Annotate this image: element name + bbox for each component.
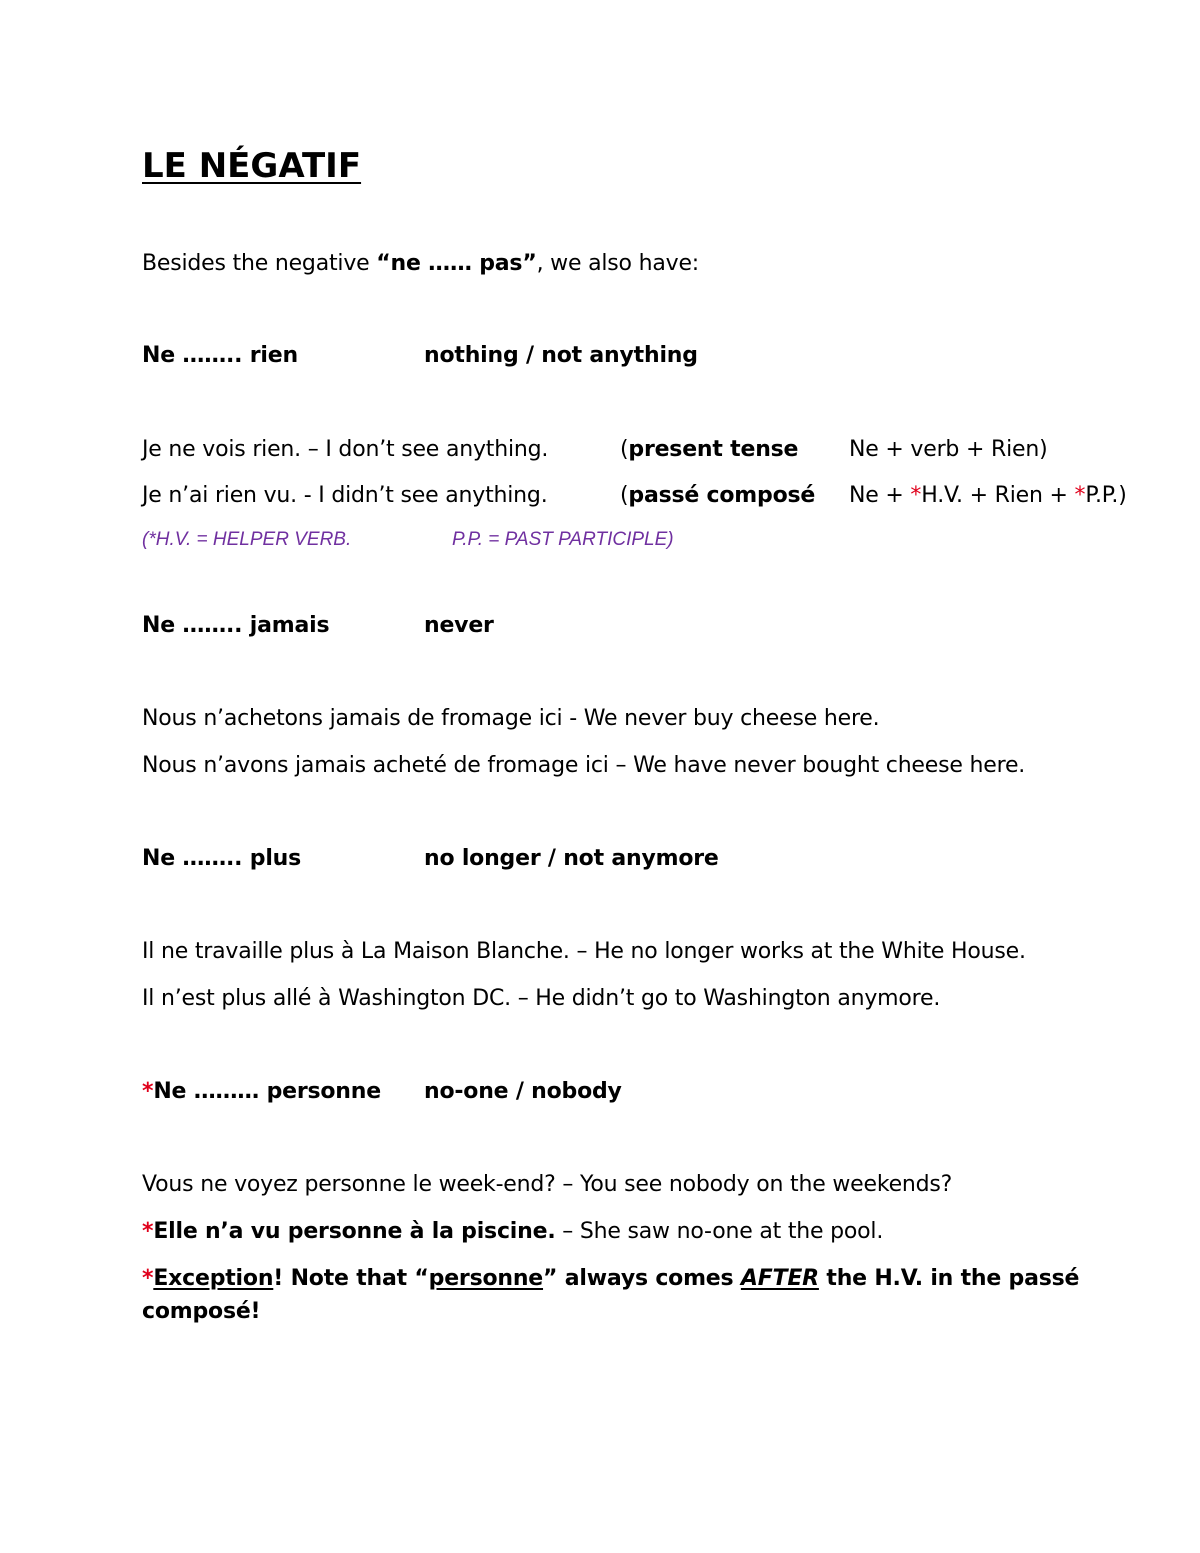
paren: ( [620,483,629,508]
abbreviation-note-hv: (*H.V. = HELPER VERB. [142,529,352,550]
exception-text: the H.V. in the passé composé! [142,1266,1080,1324]
page-title: LE NÉGATIF [142,146,362,186]
heading-ne-jamais: Ne …….. jamais [142,613,330,638]
present-tense-note [620,435,798,465]
example-bold: Elle n’a vu personne à la piscine. [153,1219,556,1244]
meaning-personne: no-one / nobody [424,1079,622,1104]
formula-part: H.V. + Rien + [921,483,1075,508]
asterisk-mark: * [142,1079,154,1104]
asterisk-mark: * [1074,483,1086,508]
heading-ne-personne [142,1077,381,1107]
formula-part: P.P.) [1085,483,1127,508]
example-plus-2: Il n’est plus allé à Washington DC. – He didn’t go to Washington anymore. [142,986,941,1011]
example-rest: – She saw no-one at the pool. [555,1219,884,1244]
intro-text-before: Besides the negative [142,251,377,276]
asterisk-mark: * [910,483,922,508]
example-personne-1: Vous ne voyez personne le week-end? – You see nobody on the weekends? [142,1172,953,1197]
paren: ( [620,437,629,462]
example-personne-2 [142,1217,883,1247]
example-rien-present [142,435,548,465]
intro-ne-pas: “ne …… pas” [376,251,537,276]
personne-word: personne [428,1266,544,1291]
abbreviation-note-pp: P.P. = PAST PARTICIPLE) [452,529,674,550]
example-plus-1: Il ne travaille plus à La Maison Blanche. – He no longer works at the White House. [142,939,1026,964]
meaning-rien: nothing / not anything [424,343,698,368]
passe-compose-formula [849,481,1127,511]
heading-ne-plus: Ne …….. plus [142,846,302,871]
exception-text: ! Note that “ [273,1266,429,1291]
after-word: AFTER [740,1266,819,1291]
example-jamais-1: Nous n’achetons jamais de fromage ici - We never buy cheese here. [142,706,880,731]
formula-part: Ne + [849,483,911,508]
heading-ne-rien: Ne …….. rien [142,343,298,368]
meaning-jamais: never [424,613,494,638]
present-tense-label: present tense [628,437,799,462]
passe-compose-label: passé composé [628,483,816,508]
example-jamais-2: Nous n’avons jamais acheté de fromage ici – We have never bought cheese here. [142,753,1026,778]
example-text: Je n’ai rien vu. - I didn’t see anything. [142,483,548,508]
example-rien-passe [142,481,547,511]
example-text: Je ne vois rien. – I don’t see anything. [142,437,549,462]
asterisk-mark: * [142,1219,154,1244]
exception-word: Exception [153,1266,274,1291]
heading-text: Ne ……… personne [153,1079,381,1104]
passe-compose-note [620,481,815,511]
exception-note [142,1262,1092,1328]
exception-text: ” always comes [543,1266,741,1291]
intro-line [142,249,699,279]
asterisk-mark: * [142,1266,154,1291]
meaning-plus: no longer / not anymore [424,846,719,871]
present-tense-formula: Ne + verb + Rien) [849,437,1048,462]
intro-text-after: , we also have: [536,251,700,276]
